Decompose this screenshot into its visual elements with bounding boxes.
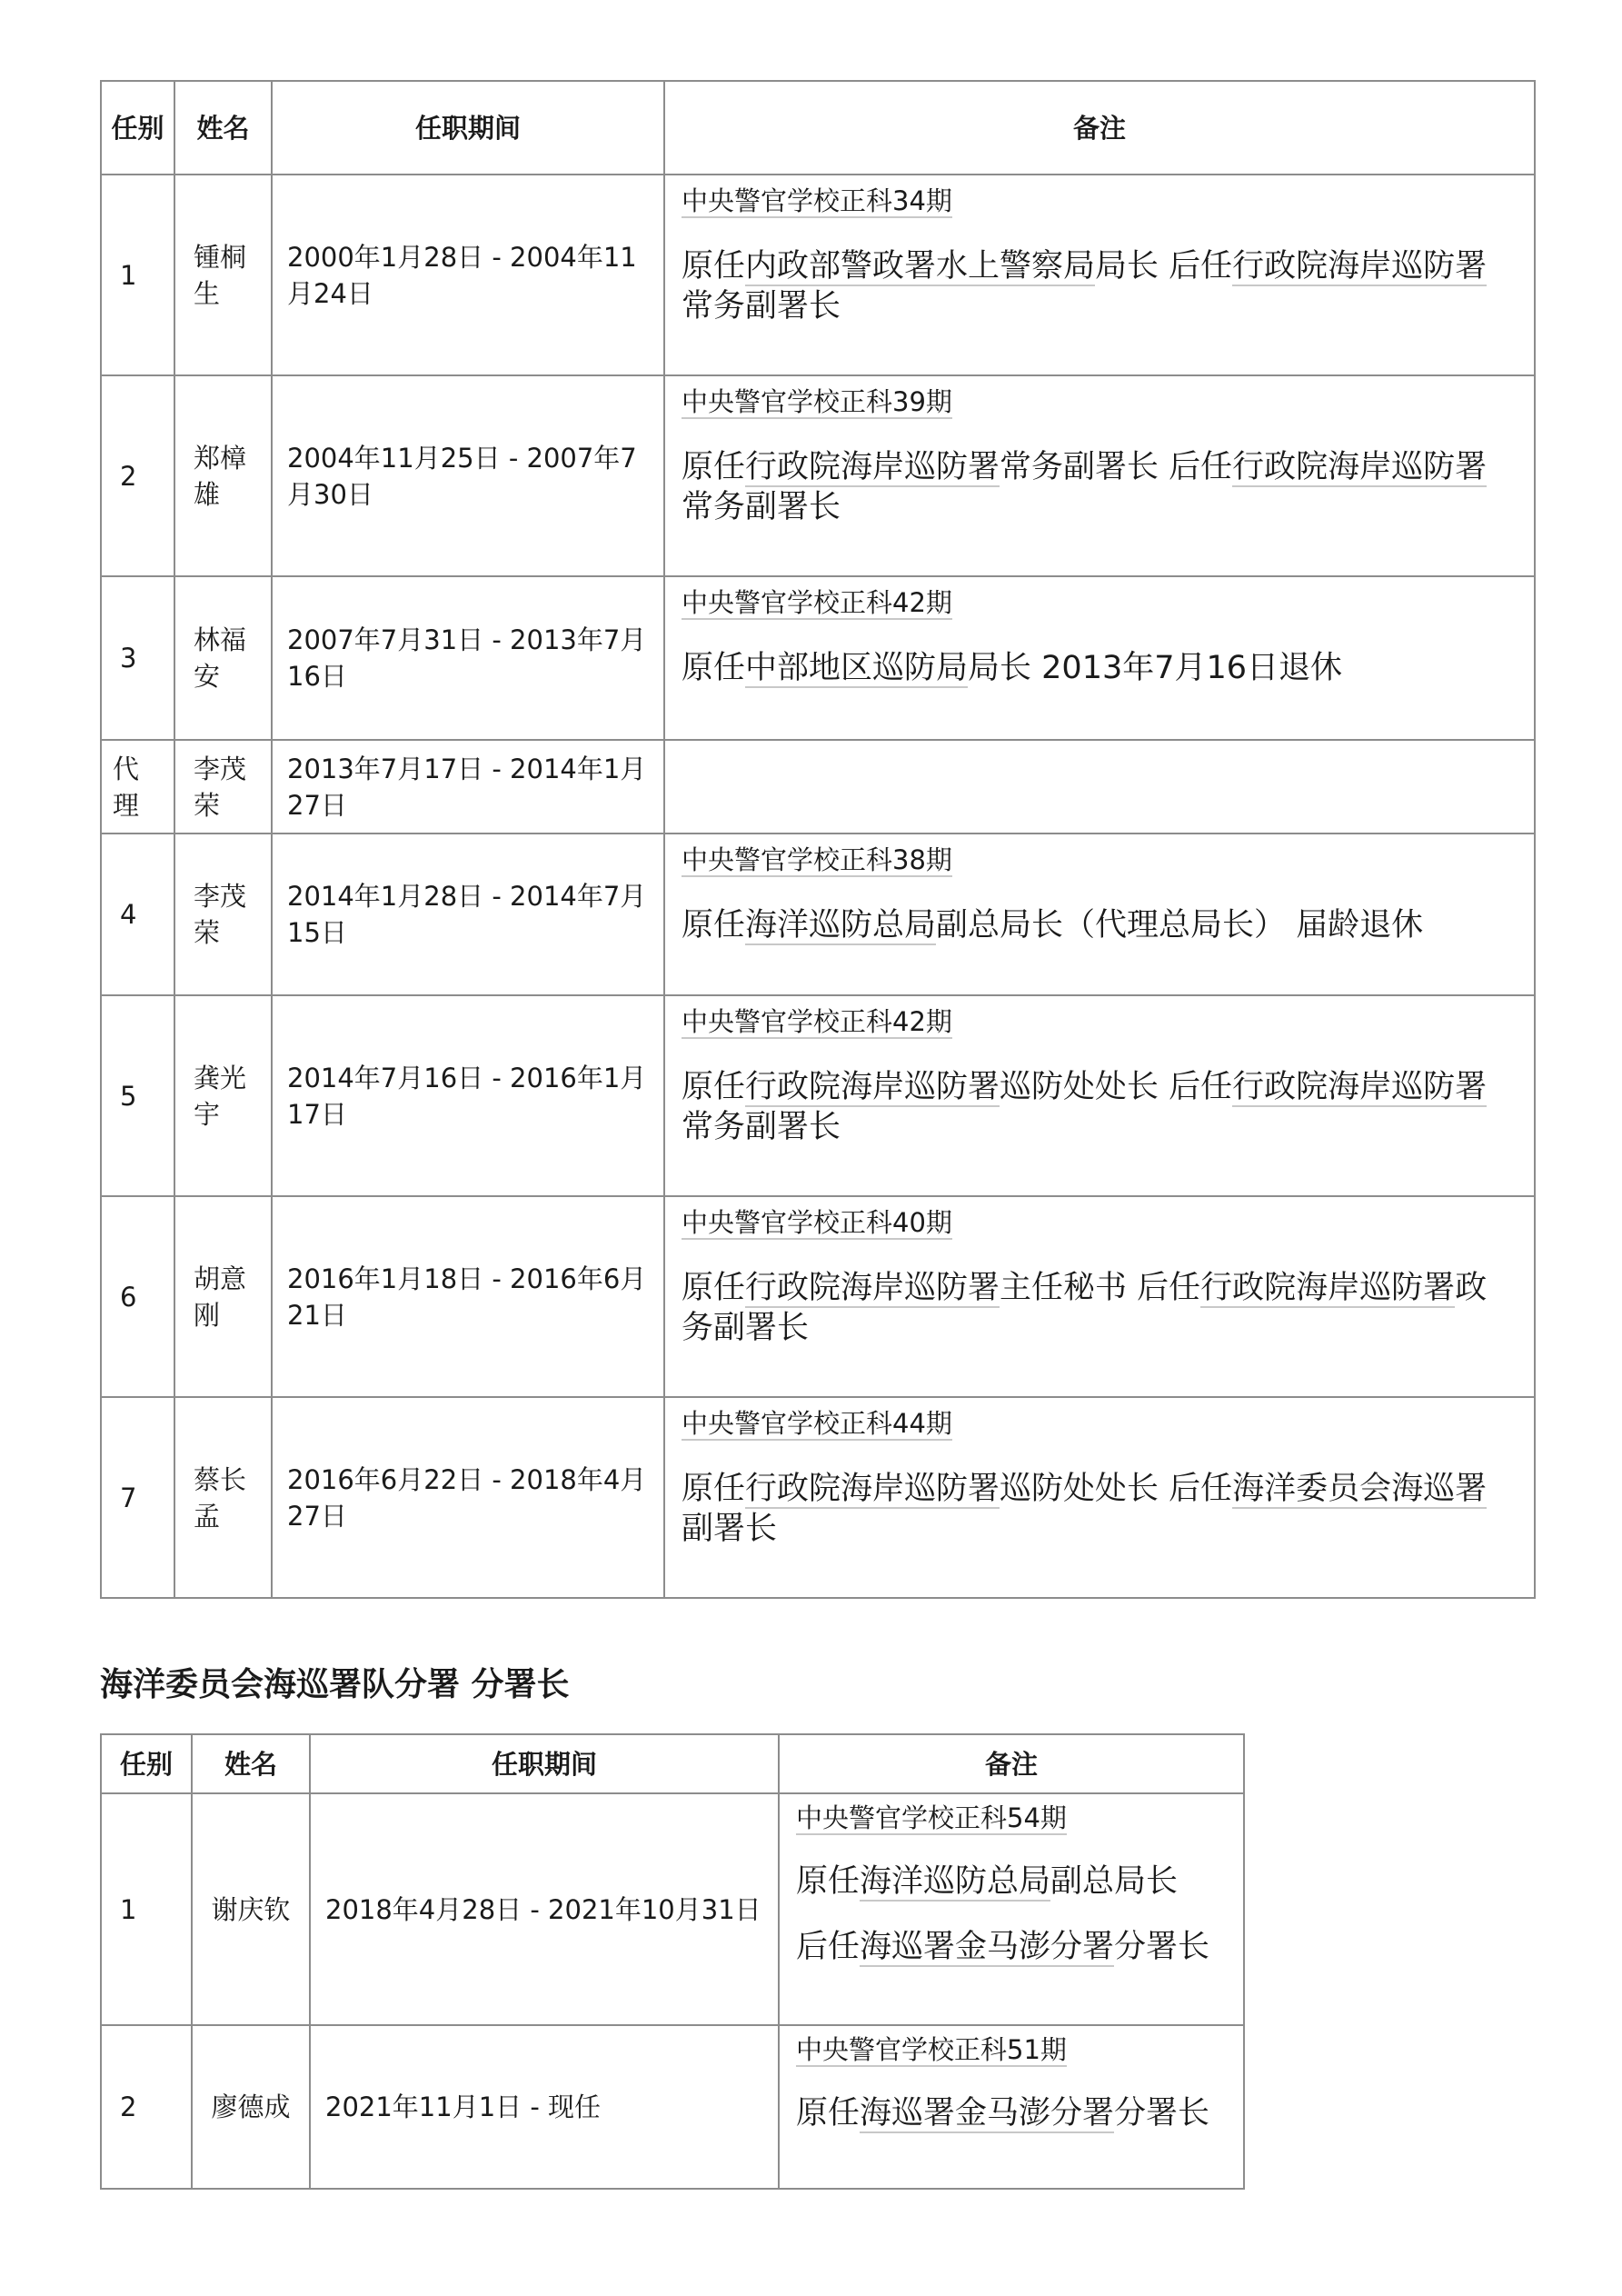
period-cell: 2016年1月18日 - 2016年6月21日 [272, 1196, 664, 1397]
table-row [101, 576, 1535, 740]
name-cell: 蔡长孟 [174, 1397, 272, 1598]
agency-link[interactable]: 行政院海岸巡防署 [745, 1471, 1000, 1507]
note-text: 原任 [682, 1069, 746, 1105]
note-text: 常务副署长 后任 [1000, 449, 1233, 485]
agency-link[interactable]: 中部地区巡防局 [745, 650, 969, 686]
agency-link[interactable]: 行政院海岸巡防署 [745, 1270, 1000, 1306]
note-description [682, 1268, 1518, 1348]
note-text: 局长 后任 [1095, 248, 1233, 285]
school-link[interactable]: 中央警官学校正科39期 [682, 386, 952, 417]
table-row [101, 1793, 1244, 2025]
agency-link[interactable]: 行政院海岸巡防署 [1232, 1069, 1488, 1105]
table-row [101, 1397, 1535, 1598]
note-text: 常务副署长 [682, 288, 841, 324]
term-cell: 1 [101, 175, 174, 375]
note-text: 原任 [682, 907, 746, 943]
agency-link[interactable]: 海洋巡防总局 [860, 1863, 1051, 1900]
note-text: 副总局长（代理总局长） 届龄退休 [936, 907, 1424, 943]
period-cell: 2021年11月1日 - 现任 [310, 2025, 779, 2189]
agency-link[interactable]: 海巡署金马澎分署 [860, 2095, 1115, 2131]
term-cell: 2 [101, 2025, 192, 2189]
period-cell: 2014年1月28日 - 2014年7月15日 [272, 834, 664, 995]
section-title: 海洋委员会海巡署队分署 分署长 [100, 1666, 570, 1703]
header-term: 任别 [101, 81, 174, 175]
name-cell: 林福安 [174, 576, 272, 740]
note-text: 原任 [796, 1863, 861, 1900]
note-description [682, 648, 1518, 688]
agency-link[interactable]: 行政院海岸巡防署 [1232, 248, 1488, 285]
branch-chiefs-table [100, 1733, 1245, 2190]
table-row [101, 375, 1535, 576]
note-description [682, 905, 1518, 945]
agency-link[interactable]: 海洋委员会海巡署 [1232, 1471, 1488, 1507]
note-text: 后任 [796, 1929, 861, 1965]
header-term: 任别 [101, 1734, 192, 1793]
note-description [682, 246, 1518, 326]
name-cell: 龚光宇 [174, 995, 272, 1196]
agency-link[interactable]: 海巡署金马澎分署 [860, 1929, 1115, 1965]
table-row [101, 834, 1535, 995]
commanders-table-body [101, 175, 1535, 1598]
note-text: 分署长 [1114, 1929, 1210, 1965]
header-name: 姓名 [192, 1734, 310, 1793]
school-link[interactable]: 中央警官学校正科42期 [682, 1006, 952, 1037]
note-text: 巡防处处长 后任 [1000, 1471, 1233, 1507]
agency-link[interactable]: 行政院海岸巡防署 [745, 1069, 1000, 1105]
note-text: 常务副署长 [682, 1109, 841, 1145]
term-cell: 4 [101, 834, 174, 995]
note-cell [664, 1196, 1535, 1397]
note-text: 政务副署长 [682, 1270, 1488, 1346]
note-description [682, 1469, 1518, 1549]
note-cell [664, 834, 1535, 995]
school-link[interactable]: 中央警官学校正科34期 [682, 185, 952, 216]
agency-link[interactable]: 海洋巡防总局 [745, 907, 937, 943]
name-cell: 李茂荣 [174, 834, 272, 995]
note-cell [664, 576, 1535, 740]
note-text: 原任 [682, 1471, 746, 1507]
name-cell: 郑樟雄 [174, 375, 272, 576]
note-description [682, 447, 1518, 527]
commanders-table [100, 80, 1536, 1599]
note-text: 原任 [682, 248, 746, 285]
term-cell: 5 [101, 995, 174, 1196]
note-description [796, 1862, 1227, 1902]
note-cell [779, 2025, 1244, 2189]
name-cell: 锺桐生 [174, 175, 272, 375]
term-cell: 7 [101, 1397, 174, 1598]
table-row [101, 740, 1535, 834]
school-link[interactable]: 中央警官学校正科54期 [796, 1802, 1067, 1833]
name-cell: 谢庆钦 [192, 1793, 310, 2025]
period-cell: 2007年7月31日 - 2013年7月16日 [272, 576, 664, 740]
note-description [682, 1067, 1518, 1147]
table-row [101, 995, 1535, 1196]
table-row [101, 2025, 1244, 2189]
note-cell [664, 740, 1535, 834]
school-link[interactable]: 中央警官学校正科44期 [682, 1408, 952, 1439]
header-period: 任职期间 [310, 1734, 779, 1793]
note-text: 原任 [796, 2095, 861, 2131]
header-note: 备注 [664, 81, 1535, 175]
period-cell: 2000年1月28日 - 2004年11月24日 [272, 175, 664, 375]
note-description [796, 1927, 1227, 1967]
term-cell: 代理 [101, 740, 174, 834]
note-text: 原任 [682, 449, 746, 485]
period-cell: 2016年6月22日 - 2018年4月27日 [272, 1397, 664, 1598]
note-text: 原任 [682, 1270, 746, 1306]
name-cell: 廖德成 [192, 2025, 310, 2189]
table-row [101, 175, 1535, 375]
agency-link[interactable]: 行政院海岸巡防署 [1200, 1270, 1456, 1306]
note-cell [664, 995, 1535, 1196]
header-name: 姓名 [174, 81, 272, 175]
header-period: 任职期间 [272, 81, 664, 175]
note-text: 原任 [682, 650, 746, 686]
note-text: 局长 2013年7月16日退休 [968, 650, 1343, 686]
term-cell: 3 [101, 576, 174, 740]
note-cell [664, 375, 1535, 576]
school-link[interactable]: 中央警官学校正科38期 [682, 844, 952, 875]
branch-chiefs-table-body [101, 1793, 1244, 2189]
note-cell [664, 1397, 1535, 1598]
note-cell [779, 1793, 1244, 2025]
note-text: 分署长 [1114, 2095, 1210, 2131]
term-cell: 2 [101, 375, 174, 576]
name-cell: 李茂荣 [174, 740, 272, 834]
note-text: 副总局长 [1050, 1863, 1179, 1900]
header-note: 备注 [779, 1734, 1244, 1793]
agency-link[interactable]: 内政部警政署水上警察局 [745, 248, 1096, 285]
note-text: 主任秘书 后任 [1000, 1270, 1201, 1306]
term-cell: 6 [101, 1196, 174, 1397]
note-cell [664, 175, 1535, 375]
table-row [101, 1196, 1535, 1397]
note-text: 巡防处处长 后任 [1000, 1069, 1233, 1105]
name-cell: 胡意刚 [174, 1196, 272, 1397]
agency-link[interactable]: 行政院海岸巡防署 [745, 449, 1000, 485]
note-text: 副署长 [682, 1511, 778, 1547]
school-link[interactable]: 中央警官学校正科40期 [682, 1207, 952, 1238]
period-cell: 2013年7月17日 - 2014年1月27日 [272, 740, 664, 834]
period-cell: 2014年7月16日 - 2016年1月17日 [272, 995, 664, 1196]
period-cell: 2004年11月25日 - 2007年7月30日 [272, 375, 664, 576]
note-text: 常务副署长 [682, 489, 841, 525]
period-cell: 2018年4月28日 - 2021年10月31日 [310, 1793, 779, 2025]
term-cell: 1 [101, 1793, 192, 2025]
school-link[interactable]: 中央警官学校正科42期 [682, 587, 952, 618]
school-link[interactable]: 中央警官学校正科51期 [796, 2034, 1067, 2065]
agency-link[interactable]: 行政院海岸巡防署 [1232, 449, 1488, 485]
note-description [796, 2093, 1227, 2133]
